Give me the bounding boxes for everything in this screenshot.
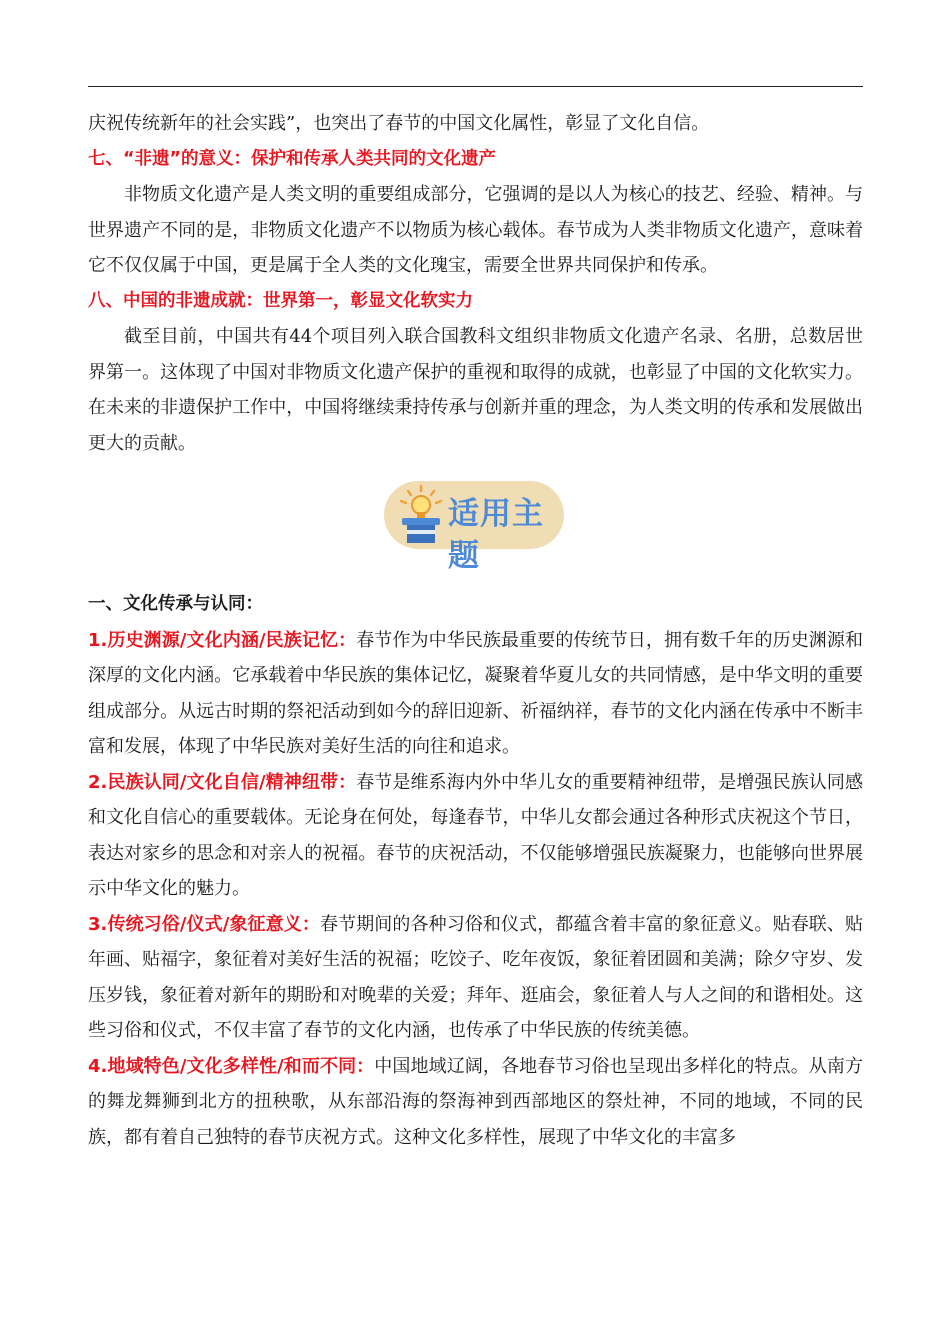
- section-7-body: 非物质文化遗产是人类文明的重要组成部分，它强调的是以人为核心的技艺、经验、精神。与世界遗产不同的是，非物质文化遗产不以物质为核心载体。春节成为人类非物质文化遗产，意味着它不仅仅属于中国，更是属于全人类的文化瑰宝，需要全世界共同保护和传承。: [88, 184, 863, 276]
- theme-banner-wrap: [88, 461, 863, 587]
- theme-1-heading: 一、文化传承与认同：: [88, 594, 263, 614]
- theme-item-text: 春节作为中华民族最重要的传统节日，拥有数千年的历史渊源和深厚的文化内涵。它承载着中华民族的集体记忆，凝聚着华夏儿女的共同情感，是中华文明的重要组成部分。从远古时期的祭祀活动到如今的辞旧迎新、祈福纳祥，春节的文化内涵在传承中不断丰富和发展，体现了中华民族对美好生活的向往和追求。: [88, 629, 864, 757]
- document-body: [88, 106, 863, 1155]
- theme-item-text: 春节是维系海内外中华儿女的重要精神纽带，是增强民族认同感和文化自信心的重要载体。无论身在何处，每逢春节，中华儿女都会通过各种形式庆祝这个节日，表达对家乡的思念和对亲人的祝福。春节的庆祝活动，不仅能够增强民族凝聚力，也能够向世界展示中华文化的魅力。: [88, 771, 864, 899]
- theme-item: [88, 907, 863, 1049]
- header-rule: [88, 86, 863, 87]
- section-7-heading: 七、“非遗”的意义：保护和传承人类共同的文化遗产: [88, 148, 497, 169]
- theme-item-lead: 3.传统习俗/仪式/象征意义：: [88, 913, 320, 935]
- theme-item-lead: 2.民族认同/文化自信/精神纽带：: [88, 771, 357, 793]
- theme-item-text: 中国地域辽阔，各地春节习俗也呈现出多样化的特点。从南方的舞龙舞狮到北方的扭秧歌，从东部沿海的祭海神到西部地区的祭灶神，不同的地域，不同的民族，都有着自己独特的春节庆祝方式。这种文化多样性，展现了中华文化的丰富多: [88, 1055, 864, 1148]
- theme-item-lead: 4.地域特色/文化多样性/和而不同：: [88, 1055, 375, 1077]
- section-8-heading: 八、中国的非遗成就：世界第一，彰显文化软实力: [88, 290, 473, 311]
- lightbulb-podium-icon: [392, 483, 450, 547]
- theme-item: [88, 623, 863, 765]
- theme-item: [88, 765, 863, 907]
- continuation-paragraph: 庆祝传统新年的社会实践”，也突出了春节的中国文化属性，彰显了文化自信。: [88, 113, 710, 134]
- theme-item-lead: 1.历史渊源/文化内涵/民族记忆：: [88, 629, 357, 651]
- section-8-body: 截至目前，中国共有44个项目列入联合国教科文组织非物质文化遗产名录、名册，总数居世界第一。这体现了中国对非物质文化遗产保护的重视和取得的成就，也彰显了中国的文化软实力。在未来的非遗保护工作中，中国将继续秉持传承与创新并重的理念，为人类文明的传承和发展做出更大的贡献。: [88, 326, 863, 454]
- theme-item: [88, 1049, 863, 1156]
- theme-banner: [384, 481, 564, 574]
- theme-item-text: 春节期间的各种习俗和仪式，都蕴含着丰富的象征意义。贴春联、贴年画、贴福字，象征着对美好生活的祝福；吃饺子、吃年夜饭，象征着团圆和美满；除夕守岁、发压岁钱，象征着对新年的期盼和对晚辈的关爱；拜年、逛庙会，象征着人与人之间的和谐相处。这些习俗和仪式，不仅丰富了春节的文化内涵，也传承了中华民族的传统美德。: [88, 913, 864, 1041]
- theme-banner-label: 适用主题: [448, 496, 544, 574]
